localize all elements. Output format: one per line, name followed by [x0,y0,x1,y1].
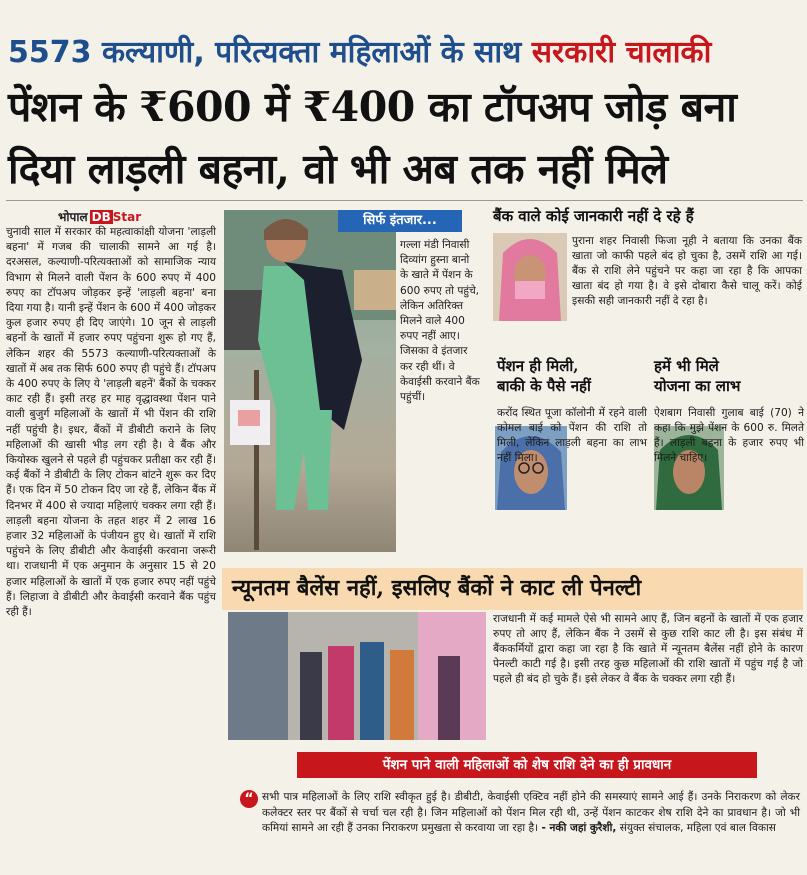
logo-brand: DB [91,210,111,224]
quote-icon: “ [240,790,258,808]
story3-title-line2: योजना का लाभ [654,377,741,395]
penalty-title: न्यूनतम बैलेंस नहीं, इसलिए बैंकों ने काट ली पेनल्टी [232,575,642,601]
provision-quote [262,790,800,837]
logo-city: भोपाल [58,210,88,224]
woman-portrait-photo [493,233,567,321]
penalty-text: राजधानी में कई मामले ऐसे भी सामने आए हैं, जिन बहनों के खातों में एक हजार रुपए तो आए हैं, लेकिन बैंक ने उसमें से कुछ राशि काट ली है। इस संबंध में बैंककर्मियों द्वारा कहा जा रहा है कि खाते में न्यूनतम बैलेंस नहीं होने के कारण पेनल्टी काटी गई है। इसी तरह कुछ महिलाओं की राशि खातों में पहुंच गई है जो पहले ही बंद हो चुके हैं। इसे लेकर वे बैंक के चक्कर लगा रही हैं। [493,613,803,685]
story2-text-span: करोंद स्थित पूजा कॉलोनी में रहने वाली कोमल बाई को पेंशन की राशि तो मिली, लेकिन लाड़ली बहना का लाभ नहीं मिला। [497,407,647,464]
story2-title-line1: पेंशन ही मिली, [497,357,579,375]
divider [6,200,803,201]
dbstar-logo [58,208,141,225]
logo-brand2: Star [112,210,142,224]
provision-title-bar: पेंशन पाने वाली महिलाओं को शेष राशि देने का ही प्रावधान [297,752,757,778]
story1-text: पुराना शहर निवासी फिजा नूही ने बताया कि उनका बैंक खाता जो काफी पहले बंद हो चुका है, उसमें राशि आ गई। बैंक से राशि लेने पहुंचने पर कहा जा रहा है कि आपका खाता बंद हो गया है। वे इसे दोबारा कैसे चालू करें। कोई इसकी सही जानकारी नहीं दे रहा है। [572,235,802,307]
main-article-text: चुनावी साल में सरकार की महत्वाकांक्षी योजना 'लाड़ली बहना' में गजब की चालाकी सामने आ गई है। दरअसल, कल्याणी-परित्यक्ताओं को सामाजिक न्याय विभाग से मिलने वाली पेंशन के 600 रुपए में 400 रुपए का टॉपअप जोड़कर इन्हें 'लाड़ली बहना' बना दिया गया है। यानी इन्हें पेंशन के 600 में 400 जोड़कर कुल हजार रुपए ही दिए जाएंगे। 10 जून से लाड़ली बहनों के खातों में हजार रुपए पहुंचना शुरू हो गए हैं, लेकिन शहर की 5573 कल्याणी-परित्यक्ताओं के खातों में अब तक सिर्फ 600 रुपए ही पहुंचे हैं। टॉपअप के 400 रुपए के लिए ये 'लाड़ली बहनें' बैंकों के चक्कर काट रही हैं। इसी तरह हर माह वृद्धावस्था पेंशन पाने वाली बुजुर्ग महिलाओं के खातों में भी पेंशन की राशि नहीं पहुंची है। इधर, बैंकों में डीबीटी कराने के लिए महिलाओं की खासी भीड़ लग रही है। वे बैंक और कियोस्क खुलने से पहले ही पहुंचकर प्रतीक्षा कर रही हैं। कई बैंकों ने डीबीटी के लिए टोकन बांटने शुरू कर दिए हैं। एक दिन में 50 टोकन दिए जा रहे हैं, लेकिन बैंक में दिनभर में 400 से ज्यादा महिलाएं चक्कर लगा रही हैं। लाड़ली बहना योजना के तहत शहर में 2 लाख 16 हजार 32 महिलाओं के पंजीयन हुए थे। खातों में राशि पहुंचने के लिए डीबीटी और केवाईसी करवाना जरूरी था। राजधानी में एक अनुमान के अनुसार 15 से 20 हजार महिलाओं के खातों में एक हजार रुपए नहीं पहुंचे हैं। लिहाजा वे डीबीटी और केवाईसी करवाने बैंक पहुंच रही हैं। [6,226,216,619]
story2-title [497,356,647,396]
bank-queue-photo [228,612,486,740]
photo-caption: गल्ला मंडी निवासी दिव्यांग हुस्ना बानो के खाते में पेंशन के 600 रुपए तो पहुंचे, लेकिन अतिरिक्त मिलने वाले 400 रुपए नहीं आए। जिसका वे इंतजार कर रही थीं। वे केवाईसी करवाने बैंक पहुंचीं। [400,239,480,404]
headline-line2: दिया लाड़ली बहना, वो भी अब तक नहीं मिले [8,145,668,193]
story3-title-line1: हमें भी मिले [654,357,719,375]
story1-title: बैंक वाले कोई जानकारी नहीं दे रहे हैं [493,207,694,225]
story2-text [497,406,647,466]
main-photo [224,210,396,552]
fiza-photo [493,233,567,321]
woman-with-crutch-photo [224,210,396,552]
photo-label-badge: सिर्फ इंतजार... [338,210,462,232]
attribution-title: संयुक्त संचालक, महिला एवं बाल विकास [619,822,776,834]
attribution-name: - नकी जहां कुरैशी, [541,822,617,834]
kicker-part2: सरकारी चालाकी [531,35,712,70]
story2-title-line2: बाकी के पैसे नहीं [497,377,591,395]
kicker-part1: 5573 कल्याणी, परित्यक्ता महिलाओं के साथ [8,35,532,70]
kicker-headline [8,30,803,72]
headline-line1: पेंशन के ₹600 में ₹400 का टॉपअप जोड़ बना [8,83,737,131]
story3-title [654,356,804,396]
provision-text: सभी पात्र महिलाओं के लिए राशि स्वीकृत हुई है। डीबीटी, केवाईसी एक्टिव नहीं होने की समस्याएं सामने आई हैं। उनके निराकरण को लेकर कलेक्टर स्तर पर बैंकों से चर्चा चल रही है। जिन महिलाओं को पेंशन मिल रही थी, उन्हें पेंशन काटकर शेष राशि देने का प्रावधान है। जो भी कमियां सामने आ रही हैं उनका निराकरण प्रमुखता से करवाया जा रहा है। [262,791,800,834]
women-queue-photo [228,612,486,740]
story3-text: ऐशबाग निवासी गुलाब बाई (70) ने कहा कि मुझे पेंशन के 600 रु. मिलते हैं। लाड़ली बहना के हजार रुपए भी मिलने चाहिए। [654,407,804,464]
